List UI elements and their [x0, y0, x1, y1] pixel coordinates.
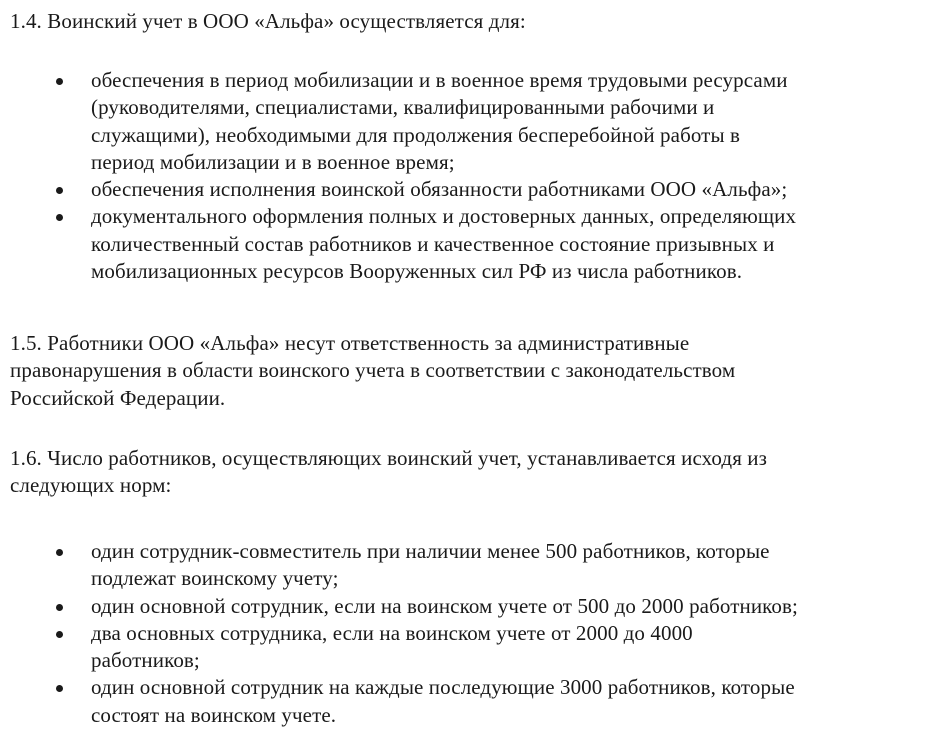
- list-item-line: один сотрудник-совместитель при наличии менее 500 работников, которые: [91, 539, 770, 563]
- bullet-icon: [56, 685, 63, 692]
- list-item-line: количественный состав работников и качественное состояние призывных и: [91, 231, 775, 256]
- paragraph-1-6-heading: [10, 445, 945, 500]
- bullet-icon: [56, 214, 63, 221]
- list-item-1-6-4: [0, 674, 950, 729]
- paragraph-line: Российской Федерации.: [10, 385, 226, 410]
- list-item-line: (руководителями, специалистами, квалифицированными рабочими и: [91, 95, 715, 120]
- paragraph-line: 1.4. Воинский учет в ООО «Альфа» осуществляется для:: [10, 9, 526, 33]
- list-item-line: обеспечения исполнения воинской обязанности работниками ООО «Альфа»;: [91, 177, 788, 202]
- bullet-icon: [56, 187, 63, 194]
- list-item-line: мобилизационных ресурсов Вооруженных сил РФ из числа работников.: [91, 259, 743, 284]
- paragraph-line: следующих норм:: [10, 473, 172, 498]
- list-item-1-4-3: [0, 203, 950, 285]
- list-item-line: работников;: [91, 648, 200, 673]
- list-item-1-4-1: [0, 67, 950, 176]
- paragraph-line: 1.6. Число работников, осуществляющих воинский учет, устанавливается исходя из: [10, 446, 768, 470]
- list-item-line: обеспечения в период мобилизации и в военное время трудовыми ресурсами: [91, 68, 788, 92]
- list-item-line: состоят на воинском учете.: [91, 702, 337, 727]
- bullet-icon: [56, 631, 63, 638]
- list-item-line: служащими), необходимыми для продолжения бесперебойной работы в: [91, 122, 741, 147]
- paragraph-line: правонарушения в области воинского учета в соответствии с законодательством: [10, 358, 736, 383]
- list-item-1-4-2: [0, 176, 950, 203]
- bullet-icon: [56, 549, 63, 556]
- bullet-icon: [56, 78, 63, 85]
- list-1-4: [0, 67, 950, 285]
- paragraph-1-5: [10, 330, 945, 412]
- paragraph-1-4-heading: [10, 8, 945, 35]
- list-item-line: два основных сотрудника, если на воинском учете от 2000 до 4000: [91, 620, 693, 645]
- bullet-icon: [56, 604, 63, 611]
- list-item-1-6-1: [0, 538, 950, 593]
- list-item-line: один основной сотрудник на каждые последующие 3000 работников, которые: [91, 675, 795, 700]
- list-item-line: период мобилизации и в военное время;: [91, 149, 455, 174]
- list-1-6: [0, 538, 950, 729]
- list-item-line: подлежат воинскому учету;: [91, 566, 339, 591]
- list-item-1-6-2: [0, 593, 950, 620]
- paragraph-line: 1.5. Работники ООО «Альфа» несут ответственность за административные: [10, 331, 690, 355]
- list-item-line: документального оформления полных и достоверных данных, определяющих: [91, 204, 797, 229]
- list-item-1-6-3: [0, 620, 950, 675]
- list-item-line: один основной сотрудник, если на воинском учете от 500 до 2000 работников;: [91, 593, 798, 618]
